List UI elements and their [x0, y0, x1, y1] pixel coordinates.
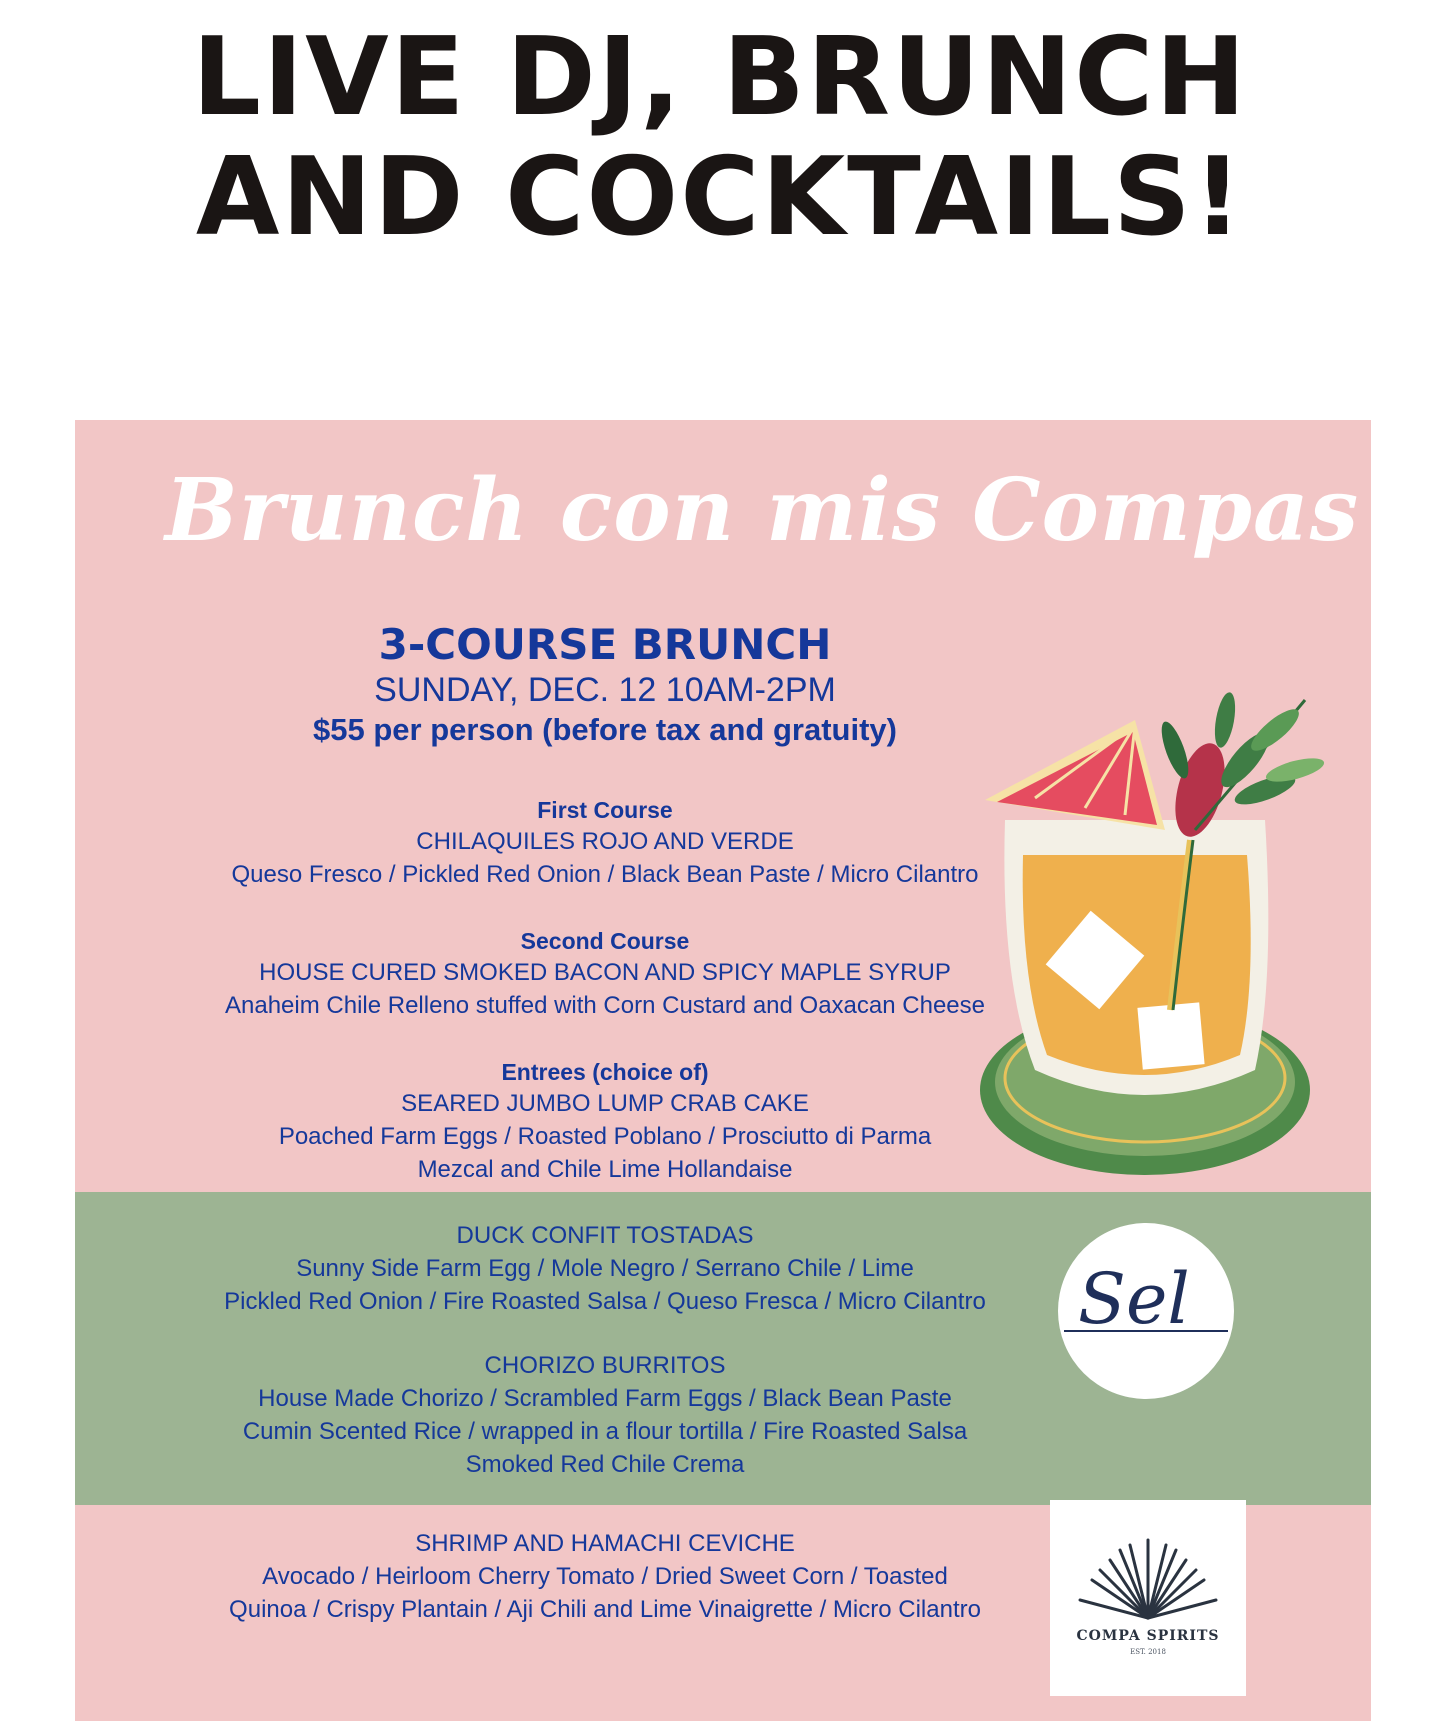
second-course — [135, 925, 1075, 1022]
dish-name: HOUSE CURED SMOKED BACON AND SPICY MAPLE SYRUP — [259, 959, 951, 986]
dish-description: Sunny Side Farm Egg / Mole Negro / Serrano Chile / Lime — [296, 1255, 914, 1282]
compa-spirits-est: EST. 2018 — [1130, 1648, 1166, 1656]
first-course — [135, 794, 1075, 891]
entree-duck-confit — [135, 1220, 1075, 1318]
dish-name: CHILAQUILES ROJO AND VERDE — [416, 828, 794, 855]
dish-name: SEARED JUMBO LUMP CRAB CAKE — [401, 1090, 809, 1117]
entrees-section — [135, 1056, 1075, 1186]
sel-logo-mark — [1058, 1223, 1234, 1399]
dish-description: House Made Chorizo / Scrambled Farm Eggs / Black Bean Paste — [258, 1385, 952, 1412]
event-title: 3-COURSE BRUNCH — [378, 620, 832, 669]
headline — [0, 15, 1440, 260]
dish-description: Avocado / Heirloom Cherry Tomato / Dried Sweet Corn / Toasted — [262, 1563, 948, 1590]
compa-spirits-logo — [1050, 1500, 1246, 1696]
dish-description: Anaheim Chile Relleno stuffed with Corn Custard and Oaxacan Cheese — [225, 992, 985, 1019]
compa-spirits-name: COMPA SPIRITS — [1076, 1628, 1220, 1644]
event-price: $55 per person (before tax and gratuity) — [313, 712, 897, 747]
course-heading: Second Course — [520, 928, 690, 954]
headline-line-1: LIVE DJ, BRUNCH — [192, 15, 1248, 140]
dish-description: Pickled Red Onion / Fire Roasted Salsa / Queso Fresca / Micro Cilantro — [224, 1288, 986, 1315]
entree-chorizo-burritos — [135, 1350, 1075, 1481]
sel-logo-text: Sel — [1078, 1258, 1190, 1340]
dish-description: Poached Farm Eggs / Roasted Poblano / Prosciutto di Parma — [278, 1123, 932, 1150]
agave-icon — [1050, 1500, 1246, 1625]
dish-description: Smoked Red Chile Crema — [465, 1451, 745, 1478]
entree-ceviche — [135, 1528, 1075, 1626]
headline-line-2: AND COCKTAILS! — [195, 135, 1245, 260]
brunch-flyer — [75, 420, 1371, 1721]
dish-name: DUCK CONFIT TOSTADAS — [456, 1222, 754, 1249]
dish-description: Quinoa / Crispy Plantain / Aji Chili and Lime Vinaigrette / Micro Cilantro — [229, 1596, 981, 1623]
cocktail-illustration-icon — [975, 680, 1405, 1180]
course-heading: First Course — [537, 797, 673, 823]
dish-description: Cumin Scented Rice / wrapped in a flour tortilla / Fire Roasted Salsa — [242, 1418, 968, 1445]
dish-description: Mezcal and Chile Lime Hollandaise — [417, 1156, 793, 1183]
event-info — [135, 620, 1075, 750]
dish-name: SHRIMP AND HAMACHI CEVICHE — [415, 1530, 795, 1557]
event-date: SUNDAY, DEC. 12 10AM-2PM — [374, 671, 836, 709]
dish-description: Queso Fresco / Pickled Red Onion / Black Bean Paste / Micro Cilantro — [231, 861, 979, 888]
course-heading: Entrees (choice of) — [501, 1059, 709, 1085]
dish-name: CHORIZO BURRITOS — [484, 1352, 726, 1379]
flyer-script-title: Brunch con mis Compas — [165, 460, 1360, 561]
sel-logo — [1058, 1223, 1234, 1399]
